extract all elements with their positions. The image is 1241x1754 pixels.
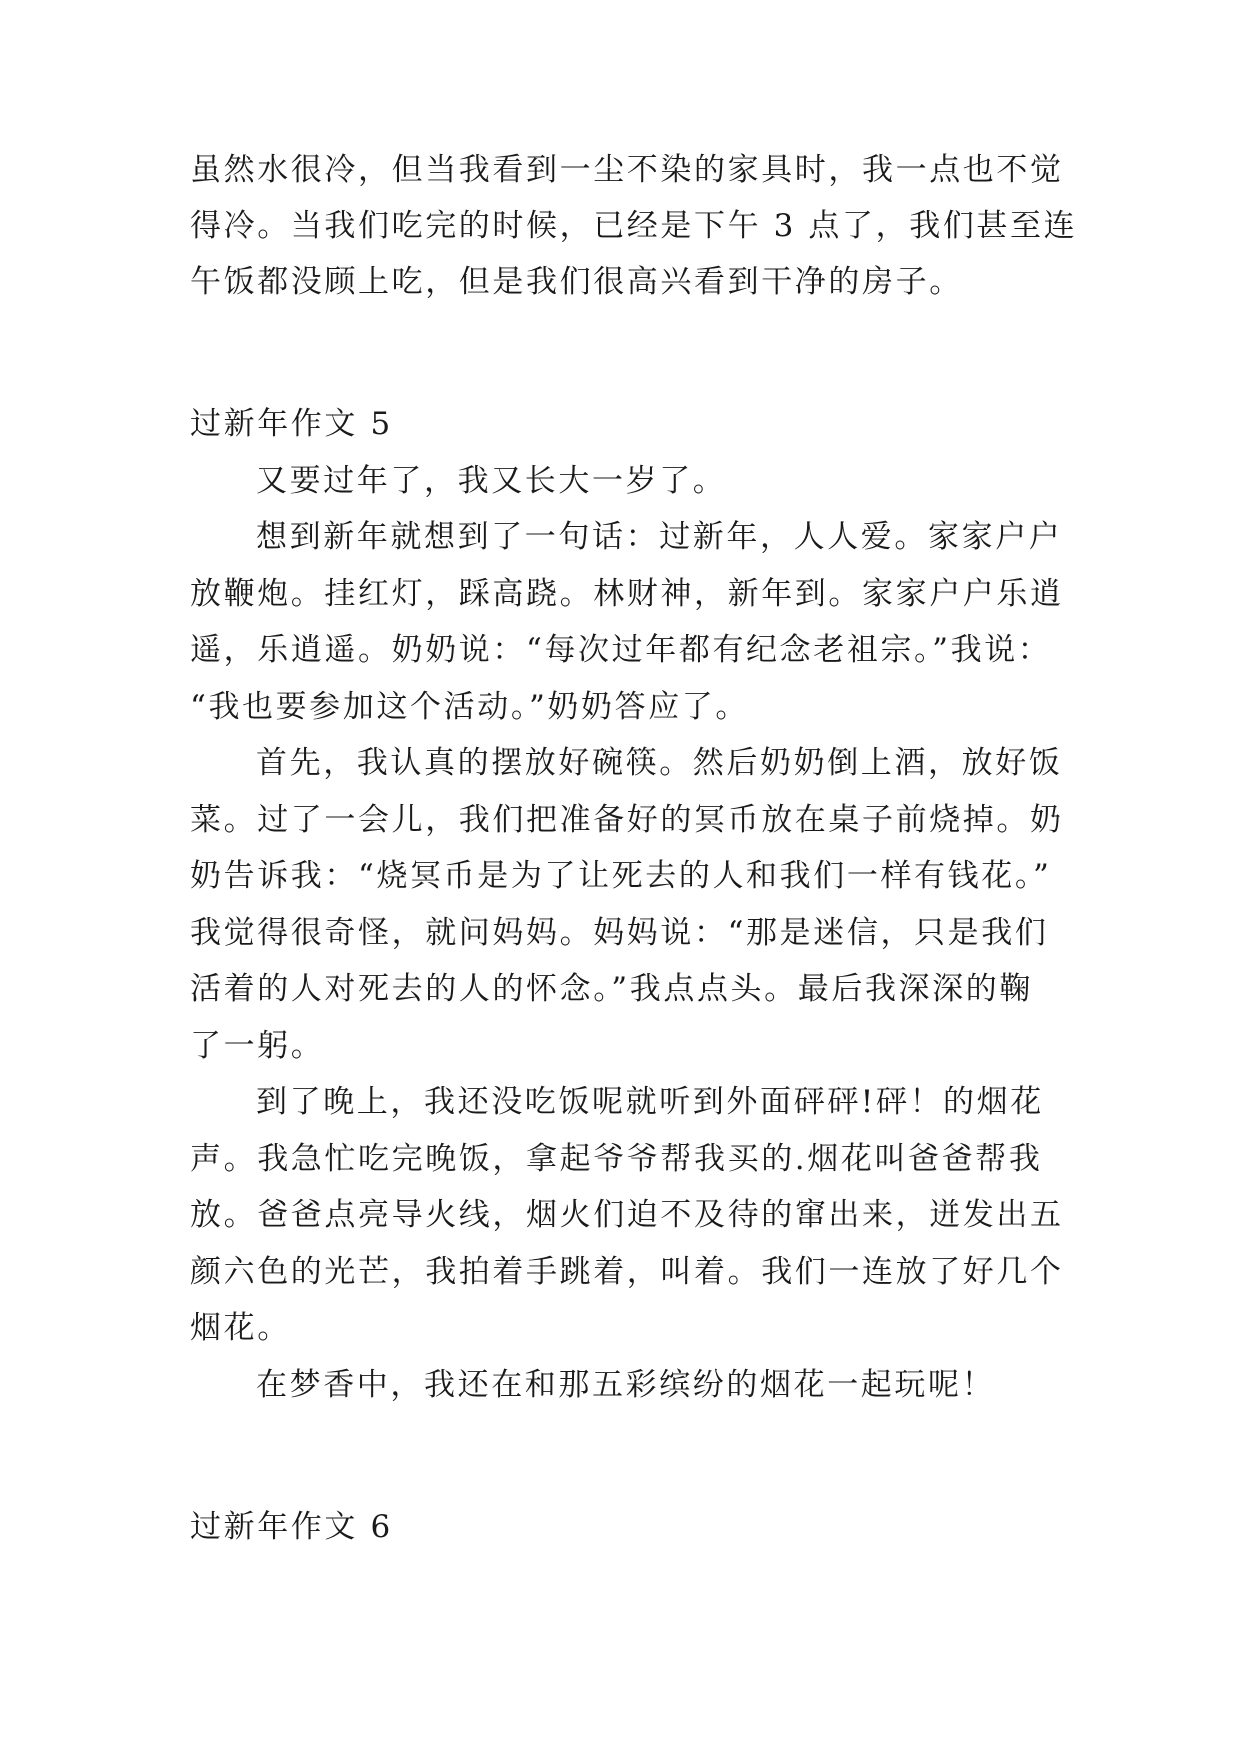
paragraph-line: 放鞭炮。挂红灯，踩高跷。林财神，新年到。家家户户乐逍 xyxy=(190,576,1064,612)
paragraph-line: 奶告诉我：“烧冥币是为了让死去的人和我们一样有钱花。” xyxy=(190,858,1052,894)
paragraph-line: 想到新年就想到了一句话：过新年，人人爱。家家户户 xyxy=(256,519,1063,555)
paragraph-line: 菜。过了一会儿，我们把准备好的冥币放在桌子前烧掉。奶 xyxy=(190,802,1064,838)
paragraph-line: 放。爸爸点亮导火线，烟火们迫不及待的窜出来，迸发出五 xyxy=(190,1197,1064,1233)
paragraph-line: 得冷。当我们吃完的时候，已经是下午 3 点了，我们甚至连 xyxy=(190,208,1078,244)
paragraph-line: 烟花。 xyxy=(190,1310,291,1346)
paragraph-line: “我也要参加这个活动。”奶奶答应了。 xyxy=(190,689,749,725)
paragraph-line: 颜六色的光芒，我拍着手跳着，叫着。我们一连放了好几个 xyxy=(190,1254,1064,1290)
paragraph-line: 了一躬。 xyxy=(190,1028,325,1064)
paragraph-line: 午饭都没顾上吃，但是我们很高兴看到干净的房子。 xyxy=(190,264,963,300)
paragraph-line: 活着的人对死去的人的怀念。”我点点头。最后我深深的鞠 xyxy=(190,971,1033,1007)
section-heading: 过新年作文 5 xyxy=(190,406,393,442)
paragraph-line: 声。我急忙吃完晚饭，拿起爷爷帮我买的.烟花叫爸爸帮我 xyxy=(190,1141,1043,1177)
paragraph-line: 遥，乐逍遥。奶奶说：“每次过年都有纪念老祖宗。”我说： xyxy=(190,632,1052,668)
paragraph-line: 我觉得很奇怪，就问妈妈。妈妈说：“那是迷信，只是我们 xyxy=(190,915,1049,951)
paragraph-line: 在梦香中，我还在和那五彩缤纷的烟花一起玩呢！ xyxy=(256,1367,996,1403)
paragraph-line: 到了晚上，我还没吃饭呢就听到外面砰砰!砰！的烟花 xyxy=(256,1084,1044,1120)
paragraph-line: 又要过年了，我又长大一岁了。 xyxy=(256,463,727,499)
paragraph-line: 虽然水很冷，但当我看到一尘不染的家具时，我一点也不觉 xyxy=(190,152,1064,188)
section-heading: 过新年作文 6 xyxy=(190,1509,393,1545)
paragraph-line: 首先，我认真的摆放好碗筷。然后奶奶倒上酒，放好饭 xyxy=(256,745,1063,781)
